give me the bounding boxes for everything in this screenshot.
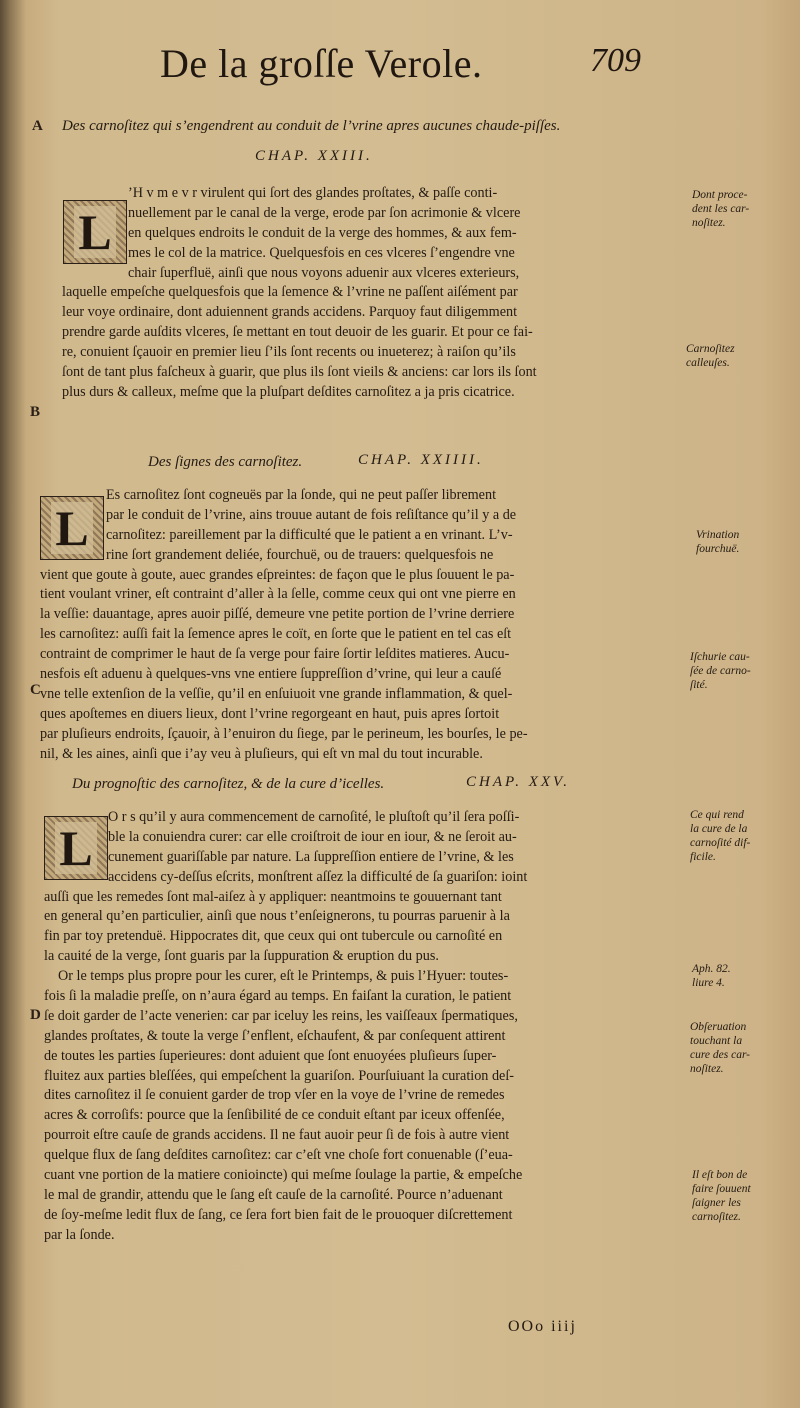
chapter-25-note-4: Il eſt bon de faire ſouuent ſaigner les carnoſitez. xyxy=(692,1169,751,1223)
chapter-25-line-12: glandes proſtates, & toute la verge ſ’enflent, eſchaufent, & par conſequent attirent xyxy=(44,1027,506,1044)
chapter-24-line-6: tient voulant vriner, eſt contraint d’aller à la ſelle, comme ceux qui ont vne pierre en xyxy=(40,586,516,603)
chapter-25-line-8: la cauité de la verge, ſont guaris par la ſuppuration & eruption du pus. xyxy=(44,948,439,965)
margin-letter-b: B xyxy=(30,404,41,420)
chapter-25-line-21: de ſoy-meſme ledit flux de ſang, ce ſera fort bien fait de le prouoquer diſcrettement xyxy=(44,1206,513,1223)
chapter-23-line-7: leur voye ordinaire, dont aduiennent grands accidens. Parquoy faut diligemment xyxy=(62,304,518,321)
chapter-23-number: CHAP. XXIII. xyxy=(255,148,373,164)
chapter-23-line-6: laquelle empeſche quelquesfois que la ſemence & l’vrine ne paſſent aiſément par xyxy=(62,284,518,301)
chapter-25-body xyxy=(44,808,527,1246)
chapter-23-line-1: ’H v m e v r virulent qui ſort des glandes proſtates, & paſſe conti- xyxy=(128,185,498,201)
chapter-24-line-12: ques apoſtemes en diuers lieux, dont l’vrine regorgeant en haut, puis apres ſortoit xyxy=(40,705,500,722)
chapter-25-line-14: fluitez aux parties bleſſées, qui empeſchent la guariſon. Pourſuiuant la curation deſ- xyxy=(44,1067,515,1084)
chapter-25-note-2: Aph. 82. liure 4. xyxy=(692,963,731,989)
chapter-24-line-13: par pluſieurs endroits, ſçauoir, à l’enuiron du ſiege, par le perineum, les bourſes, le pe- xyxy=(40,725,528,742)
chapter-25-line-7: fin par toy pretenduë. Hippocrates dit, que ceux qui ont tubercule ou carnoſité en xyxy=(44,928,503,945)
chapter-25-line-15: dites carnoſitez il ſe conuient garder de trop vſer en la voye de l’vrine de remedes xyxy=(44,1087,505,1104)
chapter-25-number: CHAP. XXV. xyxy=(466,774,571,790)
chapter-25-line-17: pourroit eſtre cauſe de grands accidens. Il ne faut auoir peur ſi de fois à autre vient xyxy=(44,1127,510,1144)
margin-letter-d: D xyxy=(30,1007,41,1023)
chapter-24-note-2: Iſchurie cau- ſée de carno- ſité. xyxy=(690,651,751,691)
chapter-23-line-5: chair ſuperfluë, ainſi que nous voyons aduenir aux vlceres exterieurs, xyxy=(128,264,520,281)
chapter-23-line-4: mes le col de la matrice. Quelquesfois en ces vlceres ſ’engendre vne xyxy=(128,244,515,261)
chapter-24-body xyxy=(40,486,528,764)
chapter-24-number: CHAP. XXIIII. xyxy=(358,452,484,468)
running-title: De la groſſe Verole. xyxy=(160,41,483,86)
chapter-24-line-14: nil, & les aines, ainſi que i’ay veu à pluſieurs, qui eſt vn mal du tout incurable. xyxy=(40,745,483,762)
chapter-23-line-10: ſont de tant plus faſcheux à guarir, que plus ils ſont vieils & anciens: car lors ils ſont xyxy=(62,364,537,381)
chapter-25-heading: Du prognoſtic des carnoſitez, & de la cure d’icelles. xyxy=(72,776,385,792)
margin-letter-c: C xyxy=(30,682,41,698)
chapter-24-line-1: Es carnoſitez ſont cogneuës par la ſonde, qui ne peut paſſer librement xyxy=(106,487,497,503)
chapter-25-line-18: quelque flux de ſang deſdites carnoſitez: car c’eſt vne choſe fort conuenable (ſ’eua- xyxy=(44,1147,513,1164)
chapter-25-note-1: Ce qui rend la cure de la carnoſité dif- ficile. xyxy=(690,809,751,863)
chapter-25-initial: L xyxy=(44,816,108,880)
chapter-25-line-2: ble la conuiendra curer: car elle croiſtroit de iour en iour, & ne ſeroit au- xyxy=(108,828,517,845)
chapter-25-line-11: ſe doit garder de l’acte venerien: car par iceluy les reins, les vaiſſeaux ſpermatiques, xyxy=(44,1007,518,1024)
chapter-25-line-19: cuant vne portion de la matiere conioincte) qui meſme ſoulage la partie, & empeſche xyxy=(44,1167,523,1184)
chapter-25-line-5: auſſi que les remedes ſont mal-aiſez à y appliquer: neantmoins te gouuernant tant xyxy=(44,888,502,905)
chapter-25-line-22: par la ſonde. xyxy=(44,1226,115,1243)
chapter-23-line-2: nuellement par le canal de la verge, erode par ſon acrimonie & vlcere xyxy=(128,204,521,221)
chapter-25-line-20: le mal de grandir, attendu que le ſang eſt cauſe de la carnoſité. Pource n’aduenant xyxy=(44,1186,503,1203)
chapter-25-note-3: Obſeruation touchant la cure des car- noſitez. xyxy=(690,1021,751,1075)
margin-letter-a: A xyxy=(32,118,43,134)
chapter-24-line-3: carnoſitez: pareillement par la difficulté que le patient a en vrinant. L’v- xyxy=(106,526,513,543)
chapter-25-line-16: acres & corroſifs: pource que la ſenſibilité de ce conduit eſtant par iceux offenſée, xyxy=(44,1107,505,1124)
page-number: 709 xyxy=(590,42,641,79)
chapter-25-line-1: O r s qu’il y aura commencement de carnoſité, le pluſtoſt qu’il ſera poſſi- xyxy=(108,809,520,825)
chapter-24-line-5: vient que goute à goute, auec grandes eſpreintes: de façon que le plus ſouuent le pa- xyxy=(40,566,515,583)
chapter-25-line-4: accidens cy-deſſus eſcrits, monſtrent aſſez la difficulté de ſa guariſon: ioint xyxy=(108,868,528,885)
chapter-25-line-13: de toutes les parties ſuperieures: dont aduient que ſont enuoyées pluſieurs ſuper- xyxy=(44,1047,497,1064)
chapter-23-note-2: Carnoſitez calleuſes. xyxy=(686,343,735,369)
chapter-23-heading: Des carnoſitez qui s’engendrent au conduit de l’vrine apres aucunes chaude-piſſes. xyxy=(62,118,561,134)
chapter-24-line-10: nesfois eſt aduenu à quelques-vns vne entiere ſuppreſſion d’vrine, qui leur a cauſé xyxy=(40,666,502,683)
chapter-24-note-1: Vrination fourchuë. xyxy=(696,529,740,555)
chapter-25-line-6: en general qu’en particulier, ainſi que nous t’enſeignerons, tu pourras paruenir à la xyxy=(44,908,510,925)
chapter-24-line-9: contraint de comprimer le haut de ſa verge pour faire ſortir leſdites matieres. Aucu- xyxy=(40,646,510,663)
signature-mark: OOo iiij xyxy=(508,1318,577,1335)
chapter-23-line-11: plus durs & calleux, meſme que la pluſpart deſdites carnoſitez a ja pris cicatrice. xyxy=(62,383,515,400)
chapter-25-line-3: cunement guariſſable par nature. La ſuppreſſion entiere de l’vrine, & les xyxy=(108,848,514,865)
chapter-24-line-11: vne telle extenſion de la veſſie, qu’il en enſuiuoit vne grande inflammation, & quel- xyxy=(40,685,513,702)
chapter-23-note-1: Dont proce- dent les car- noſitez. xyxy=(692,189,750,229)
chapter-24-initial: L xyxy=(40,496,104,560)
chapter-25-line-10: fois ſi la maladie preſſe, on n’aura égard au temps. En faiſant la curation, le patient xyxy=(44,988,512,1005)
chapter-24-line-4: rine ſort grandement deliée, fourchuë, ou de trauers: quelquesfois ne xyxy=(106,546,494,563)
chapter-24-line-2: par le conduit de l’vrine, ains trouue autant de fois reſiſtance qu’il y a de xyxy=(106,506,517,523)
chapter-24-line-7: la veſſie: dauantage, apres auoir piſſé, demeure vne petite portion de l’vrine derriere xyxy=(40,606,515,623)
chapter-23-line-9: re, conuient ſçauoir en premier lieu ſ’ils ſont recents ou inueterez; à raiſon qu’ils xyxy=(62,344,516,361)
chapter-23-initial: L xyxy=(63,200,127,264)
chapter-23-body xyxy=(62,184,537,403)
chapter-24-line-8: les carnoſitez: auſſi fait la ſemence apres le coït, en ſorte que le patient en tel cas eſt xyxy=(40,626,512,643)
chapter-24-heading: Des ſignes des carnoſitez. xyxy=(148,454,303,470)
chapter-23-line-8: prendre garde auſdits vlceres, ſe mettant en tout deuoir de les guarir. Et pour ce fai- xyxy=(62,324,533,341)
chapter-23-line-3: en quelques endroits le conduit de la verge des hommes, & aux fem- xyxy=(128,224,517,241)
chapter-25-line-9: Or le temps plus propre pour les curer, eſt le Printemps, & puis l’Hyuer: toutes- xyxy=(58,968,509,985)
